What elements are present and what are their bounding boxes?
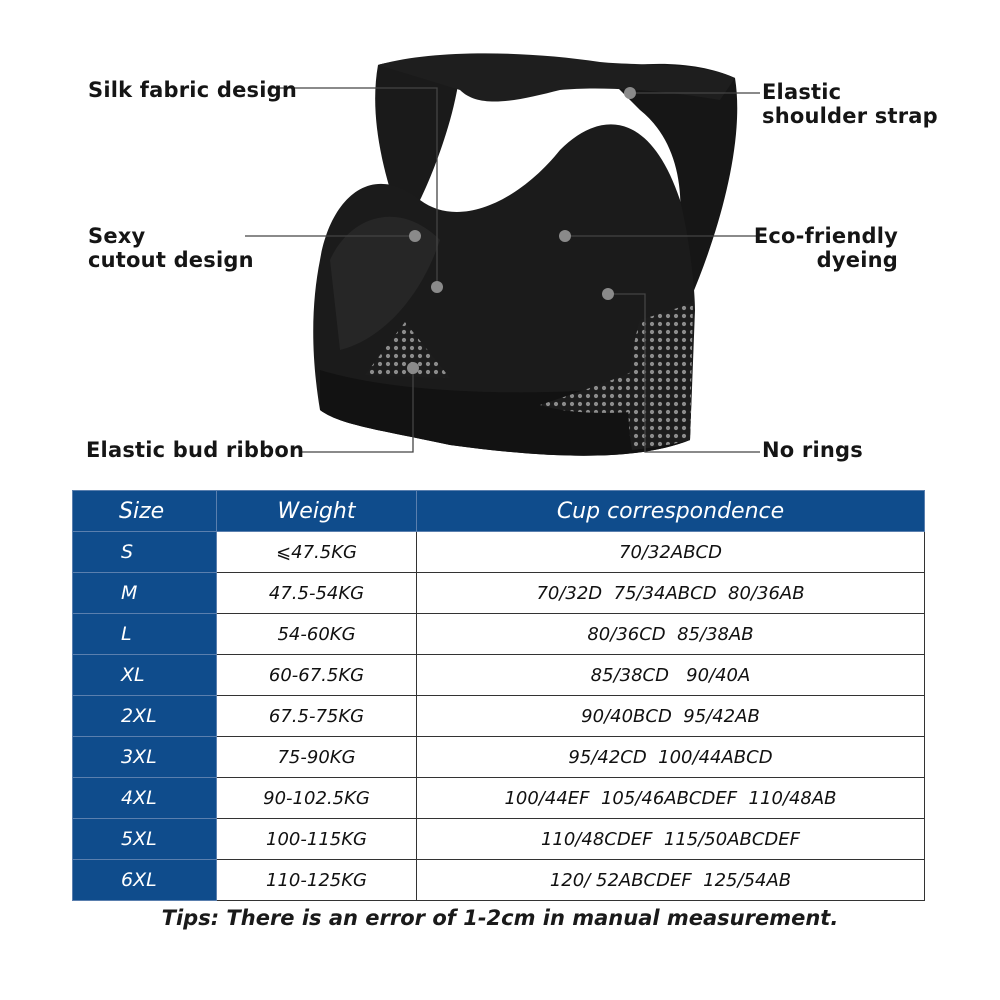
cup-cell: 85/38CD 90/40A [417,655,925,696]
table-row [73,696,925,737]
size-table-header-row [73,491,925,532]
weight-cell: 75-90KG [217,737,417,778]
callout-cutout-line2: cutout design [88,248,254,272]
measurement-tip: Tips: There is an error of 1-2cm in manual measurement. [161,906,839,930]
weight-cell: 47.5-54KG [217,573,417,614]
header-size: Size [73,491,217,532]
sports-bra-garment [313,53,737,455]
size-cell: 5XL [73,819,217,860]
callout-dot-silk [431,281,443,293]
table-row [73,819,925,860]
size-cell: 4XL [73,778,217,819]
header-cup: Cup correspondence [417,491,925,532]
cup-cell: 80/36CD 85/38AB [417,614,925,655]
callout-silk-fabric [88,78,297,102]
size-cell: M [73,573,217,614]
table-row [73,614,925,655]
callout-eco-line1: Eco-friendly [753,224,898,248]
table-row [73,532,925,573]
weight-cell: ⩽47.5KG [217,532,417,573]
table-row [73,737,925,778]
callout-rings-text: No rings [762,438,863,462]
callout-strap-line1: Elastic [762,80,842,104]
weight-cell: 90-102.5KG [217,778,417,819]
callout-silk-text: Silk fabric design [88,78,298,102]
weight-cell: 60-67.5KG [217,655,417,696]
callout-dot-ribbon [407,362,419,374]
size-cell: 3XL [73,737,217,778]
cup-cell: 90/40BCD 95/42AB [417,696,925,737]
cup-cell: 100/44EF 105/46ABCDEF 110/48AB [417,778,925,819]
callout-dot-strap [624,87,636,99]
weight-cell: 67.5-75KG [217,696,417,737]
size-cell: XL [73,655,217,696]
cup-cell: 95/42CD 100/44ABCD [417,737,925,778]
callout-dot-rings [602,288,614,300]
callout-elastic-strap [762,80,938,128]
callout-cutout-line1: Sexy [88,224,146,248]
size-table [72,490,925,901]
size-cell: L [73,614,217,655]
weight-cell: 110-125KG [217,860,417,901]
cup-cell: 70/32D 75/34ABCD 80/36AB [417,573,925,614]
header-weight: Weight [217,491,417,532]
cup-cell: 70/32ABCD [417,532,925,573]
callout-ribbon-text: Elastic bud ribbon [86,438,305,462]
weight-cell: 100-115KG [217,819,417,860]
size-cell: 2XL [73,696,217,737]
table-row [73,778,925,819]
cup-cell: 120/ 52ABCDEF 125/54AB [417,860,925,901]
callout-dot-eco [559,230,571,242]
callout-eco-dyeing [754,224,898,272]
cup-cell: 110/48CDEF 115/50ABCDEF [417,819,925,860]
size-cell: 6XL [73,860,217,901]
callout-eco-line2: dyeing [816,248,898,272]
callout-cutout-design [88,224,254,272]
table-row [73,573,925,614]
table-row [73,860,925,901]
callout-dot-cutout [409,230,421,242]
size-chart [72,490,924,901]
callout-no-rings [762,438,863,462]
table-row [73,655,925,696]
callout-bud-ribbon [86,438,304,462]
size-cell: S [73,532,217,573]
weight-cell: 54-60KG [217,614,417,655]
callout-strap-line2: shoulder strap [762,104,938,128]
